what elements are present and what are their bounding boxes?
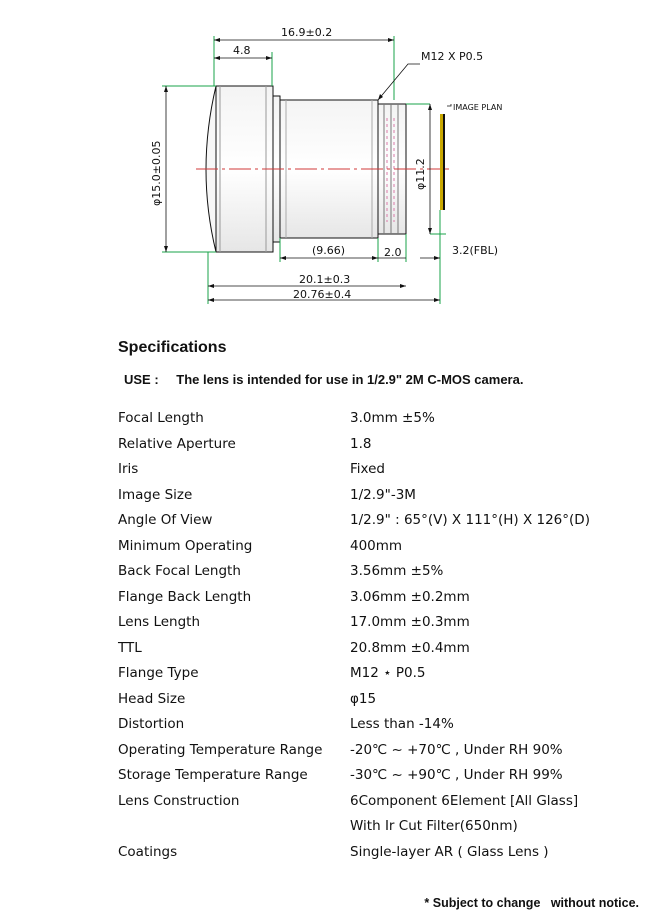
spec-label: TTL bbox=[118, 639, 142, 656]
spec-label: Flange Back Length bbox=[118, 588, 252, 605]
spec-value: φ15 bbox=[350, 690, 377, 707]
dim-barrel-diameter: φ11.2 bbox=[414, 158, 427, 190]
spec-row bbox=[118, 457, 618, 483]
spec-label: Lens Construction bbox=[118, 792, 240, 809]
spec-label: Lens Length bbox=[118, 614, 201, 630]
spec-row bbox=[118, 636, 618, 662]
spec-label: Head Size bbox=[118, 690, 186, 707]
spec-value: 3.0mm ±5% bbox=[350, 410, 435, 426]
spec-value: 17.0mm ±0.3mm bbox=[350, 614, 470, 630]
spec-value: Fixed bbox=[350, 461, 385, 477]
spec-row bbox=[118, 738, 618, 764]
use-statement bbox=[124, 372, 523, 387]
spec-label: Flange Type bbox=[118, 665, 199, 681]
dim-total-length-2: 20.76±0.4 bbox=[293, 288, 352, 301]
specifications-heading: Specifications bbox=[118, 339, 227, 356]
spec-value: With Ir Cut Filter(650nm) bbox=[350, 818, 518, 834]
dim-thread-length: 2.0 bbox=[384, 246, 402, 259]
dim-overall-head: 16.9±0.2 bbox=[281, 26, 333, 39]
spec-value: 20.8mm ±0.4mm bbox=[350, 639, 470, 656]
spec-value: 3.56mm ±5% bbox=[350, 563, 444, 579]
spec-value: 400mm bbox=[350, 537, 403, 554]
spec-row bbox=[118, 610, 618, 636]
spec-value: 1.8 bbox=[350, 435, 372, 452]
spec-value: 3.06mm ±0.2mm bbox=[350, 588, 470, 605]
dim-head-diameter: φ15.0±0.05 bbox=[150, 140, 163, 206]
spec-value: Less than -14% bbox=[350, 716, 454, 732]
lens-technical-drawing bbox=[0, 0, 649, 320]
spec-row bbox=[118, 585, 618, 611]
dim-barrel-length: (9.66) bbox=[312, 244, 346, 257]
dim-flange: 4.8 bbox=[233, 44, 251, 57]
spec-row bbox=[118, 712, 618, 738]
spec-row bbox=[118, 432, 618, 458]
spec-value: Single-layer AR ( Glass Lens ) bbox=[350, 843, 549, 860]
spec-row bbox=[118, 789, 618, 815]
spec-row bbox=[118, 483, 618, 509]
dim-total-length-1: 20.1±0.3 bbox=[299, 273, 351, 286]
spec-value: M12 ⋆ P0.5 bbox=[350, 665, 426, 681]
specifications-table bbox=[118, 406, 618, 865]
spec-label: Operating Temperature Range bbox=[118, 741, 323, 758]
spec-row bbox=[118, 814, 618, 840]
dim-fbl: 3.2(FBL) bbox=[452, 244, 499, 257]
spec-label: Focal Length bbox=[118, 410, 204, 426]
spec-label: Angle Of View bbox=[118, 512, 213, 528]
spec-row bbox=[118, 763, 618, 789]
spec-label: Image Size bbox=[118, 486, 193, 503]
spec-label: Back Focal Length bbox=[118, 563, 241, 579]
image-plane bbox=[440, 104, 451, 210]
footnote: * Subject to change without notice. bbox=[424, 896, 639, 910]
spec-row bbox=[118, 840, 618, 866]
spec-value: 1/2.9" : 65°(V) X 111°(H) X 126°(D) bbox=[350, 512, 590, 528]
spec-row bbox=[118, 661, 618, 687]
spec-value: 6Component 6Element [All Glass] bbox=[350, 792, 579, 809]
spec-label: Minimum Operating bbox=[118, 537, 253, 554]
image-plane-label: IMAGE PLAN bbox=[453, 103, 503, 112]
spec-value: 1/2.9"-3M bbox=[350, 486, 416, 503]
use-label: USE : bbox=[124, 372, 159, 387]
spec-row bbox=[118, 534, 618, 560]
spec-label: Coatings bbox=[118, 843, 178, 860]
spec-label: Distortion bbox=[118, 716, 185, 732]
spec-label: Iris bbox=[118, 461, 139, 477]
dim-thread: M12 X P0.5 bbox=[421, 50, 484, 63]
spec-row bbox=[118, 508, 618, 534]
use-text: The lens is intended for use in 1/2.9" 2M C-MOS camera. bbox=[176, 372, 524, 387]
spec-label: Relative Aperture bbox=[118, 435, 236, 452]
spec-value: -20℃ ~ +70℃ , Under RH 90% bbox=[350, 741, 563, 758]
spec-label: Storage Temperature Range bbox=[118, 767, 308, 783]
spec-row bbox=[118, 559, 618, 585]
spec-row bbox=[118, 406, 618, 432]
spec-value: -30℃ ~ +90℃ , Under RH 99% bbox=[350, 767, 563, 783]
spec-row bbox=[118, 687, 618, 713]
